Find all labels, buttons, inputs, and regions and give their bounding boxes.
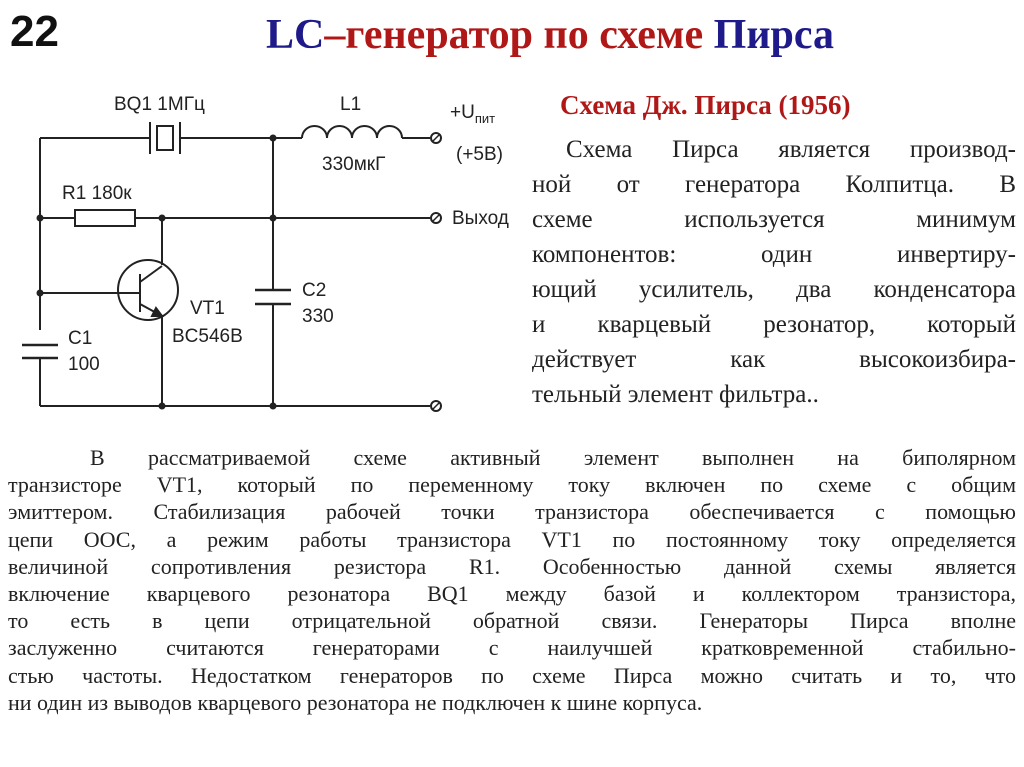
body-line: транзисторе VT1, который по переменному току включен по схеме с общим: [8, 472, 1016, 498]
title-middle: –генератор по схеме: [324, 12, 714, 58]
intro-line: и кварцевый резонатор, который: [532, 311, 1016, 338]
intro-line: схеме используется минимум: [532, 206, 1016, 233]
capacitor-c2: [255, 290, 291, 304]
body-line: включение кварцевого резонатора BQ1 между базой и коллектором транзистора,: [8, 581, 1016, 607]
body-paragraph: [8, 444, 1016, 716]
body-line: заслуженно считаются генераторами с наилучшей кратковременной стабильно-: [8, 635, 1016, 661]
intro-line: ющий усилитель, два конденсатора: [532, 276, 1016, 303]
transistor-vt1: [118, 260, 178, 320]
intro-line: тельный элемент фильтра..: [532, 381, 819, 408]
body-line: то есть в цепи отрицательной обратной связи. Генераторы Пирса вполне: [8, 608, 1016, 634]
intro-paragraph: [532, 132, 1016, 412]
title-pirs: Пирса: [713, 12, 835, 58]
body-line: ни один из выводов кварцевого резонатора не подключен к шине корпуса.: [8, 689, 703, 715]
inductor-l1: [302, 126, 402, 138]
supply-label: $+U_{пит}$: [450, 102, 496, 126]
intro-line: ной от генератора Колпитца. В: [532, 171, 1016, 198]
body-line: В рассматриваемой схеме активный элемент выполнен на биполярном: [90, 445, 1016, 470]
title-lc: LC: [265, 12, 325, 58]
vt1-label: VT1: [190, 298, 225, 319]
r1-label: R1 180к: [62, 183, 132, 204]
intro-line: Схема Пирса является производ-: [566, 136, 1016, 163]
c2-value: 330: [302, 306, 334, 327]
body-line: эмиттером. Стабилизация рабочей точки транзистора обеспечивается с помощью: [8, 499, 1016, 525]
capacitor-c1: [22, 345, 58, 358]
intro-line: компонентов: один инвертиру-: [532, 241, 1016, 268]
c2-label: C2: [302, 280, 327, 301]
slide-number: 22: [10, 7, 59, 56]
subtitle: Схема Дж. Пирса (1956): [560, 90, 851, 120]
crystal-bq1: [150, 122, 180, 154]
body-line: величиной сопротивления резистора R1. Особенностью данной схемы является: [8, 553, 1016, 579]
c1-value: 100: [68, 354, 100, 375]
vt1-type: BC546B: [172, 326, 243, 347]
c1-label: C1: [68, 328, 93, 349]
body-line: стью частоты. Недостатком генераторов по схеме Пирса можно считать и то, что: [8, 662, 1016, 688]
page-title: [0, 14, 1024, 56]
supply-value: (+5В): [456, 144, 503, 165]
output-label: Выход: [452, 208, 509, 229]
bq1-label: BQ1 1МГц: [114, 94, 205, 115]
l1-value: 330мкГ: [322, 154, 386, 175]
body-line: цепи ООС, а режим работы транзистора VT1 по постоянному току определяется: [8, 526, 1016, 552]
resistor-r1: [75, 210, 135, 226]
l1-label: L1: [340, 94, 362, 115]
intro-line: действует как высокоизбира-: [532, 346, 1016, 373]
pierce-oscillator-schematic: [0, 80, 520, 440]
